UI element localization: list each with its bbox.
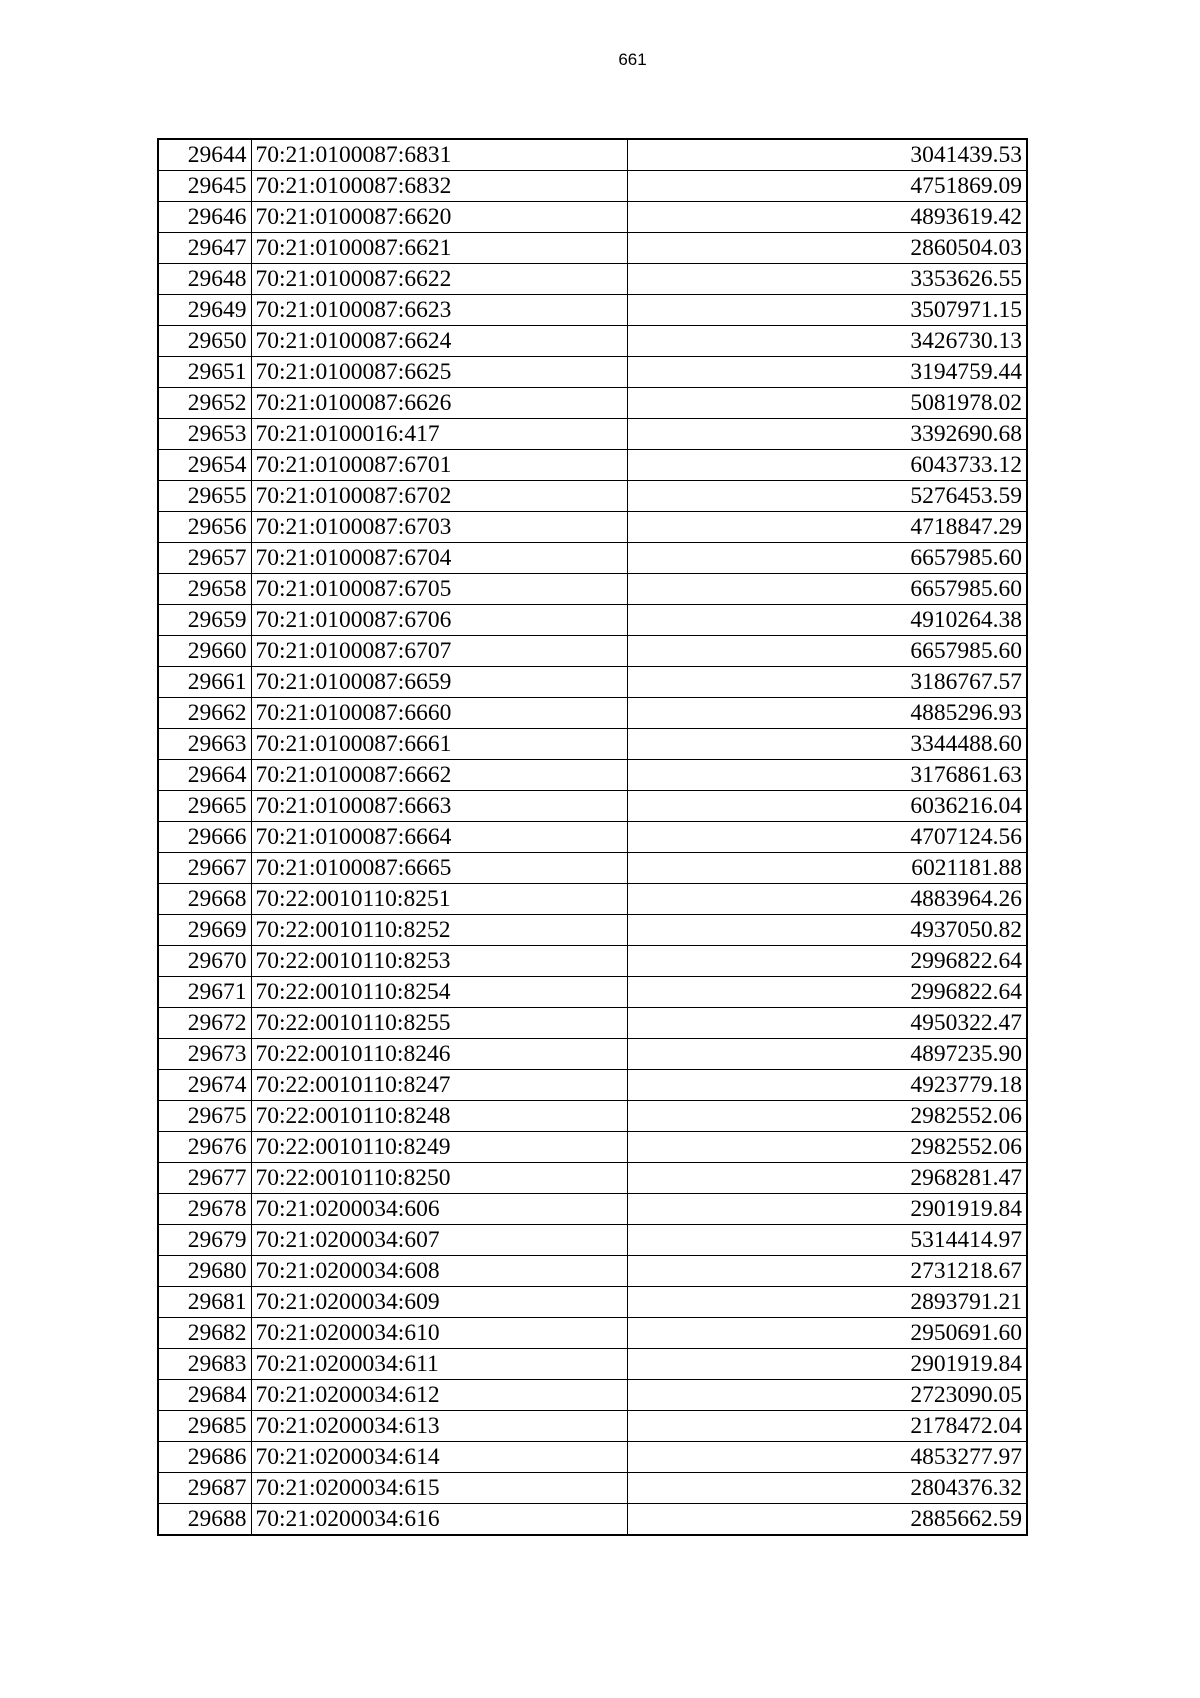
cadastral-value-cell: 2885662.59 bbox=[627, 1504, 1027, 1536]
cadastral-number-cell: 70:22:0010110:8250 bbox=[251, 1163, 627, 1194]
page-number: 661 bbox=[618, 50, 647, 69]
table-row bbox=[158, 1473, 1027, 1504]
cadastral-number-cell: 70:21:0100087:6704 bbox=[251, 543, 627, 574]
row-number-cell: 29676 bbox=[158, 1132, 251, 1163]
table-row bbox=[158, 419, 1027, 450]
cadastral-number-cell: 70:21:0100087:6660 bbox=[251, 698, 627, 729]
row-number-cell: 29657 bbox=[158, 543, 251, 574]
table-row bbox=[158, 791, 1027, 822]
cadastral-number-cell: 70:21:0200034:615 bbox=[251, 1473, 627, 1504]
cadastral-number-cell: 70:21:0100087:6626 bbox=[251, 388, 627, 419]
cadastral-value-cell: 2731218.67 bbox=[627, 1256, 1027, 1287]
table-row bbox=[158, 915, 1027, 946]
cadastral-number-cell: 70:21:0200034:614 bbox=[251, 1442, 627, 1473]
cadastral-number-cell: 70:21:0100087:6705 bbox=[251, 574, 627, 605]
cadastral-value-cell: 4718847.29 bbox=[627, 512, 1027, 543]
table-row bbox=[158, 946, 1027, 977]
table-row bbox=[158, 605, 1027, 636]
row-number-cell: 29682 bbox=[158, 1318, 251, 1349]
cadastral-value-cell: 3353626.55 bbox=[627, 264, 1027, 295]
row-number-cell: 29680 bbox=[158, 1256, 251, 1287]
table-row bbox=[158, 1287, 1027, 1318]
cadastral-number-cell: 70:22:0010110:8249 bbox=[251, 1132, 627, 1163]
table-row bbox=[158, 1132, 1027, 1163]
table-row bbox=[158, 139, 1027, 171]
cadastral-value-cell: 3194759.44 bbox=[627, 357, 1027, 388]
table-row bbox=[158, 822, 1027, 853]
table-row bbox=[158, 884, 1027, 915]
cadastral-number-cell: 70:21:0100087:6831 bbox=[251, 139, 627, 171]
row-number-cell: 29649 bbox=[158, 295, 251, 326]
row-number-cell: 29651 bbox=[158, 357, 251, 388]
cadastral-number-cell: 70:21:0100087:6662 bbox=[251, 760, 627, 791]
row-number-cell: 29665 bbox=[158, 791, 251, 822]
cadastral-number-cell: 70:21:0100087:6620 bbox=[251, 202, 627, 233]
row-number-cell: 29668 bbox=[158, 884, 251, 915]
cadastral-number-cell: 70:21:0100087:6706 bbox=[251, 605, 627, 636]
row-number-cell: 29660 bbox=[158, 636, 251, 667]
cadastral-number-cell: 70:21:0200034:612 bbox=[251, 1380, 627, 1411]
cadastral-value-cell: 4893619.42 bbox=[627, 202, 1027, 233]
cadastral-number-cell: 70:21:0100016:417 bbox=[251, 419, 627, 450]
cadastral-value-cell: 6021181.88 bbox=[627, 853, 1027, 884]
cadastral-value-cell: 4923779.18 bbox=[627, 1070, 1027, 1101]
table-row bbox=[158, 1442, 1027, 1473]
row-number-cell: 29661 bbox=[158, 667, 251, 698]
row-number-cell: 29653 bbox=[158, 419, 251, 450]
cadastral-number-cell: 70:21:0200034:613 bbox=[251, 1411, 627, 1442]
row-number-cell: 29662 bbox=[158, 698, 251, 729]
cadastral-number-cell: 70:21:0200034:608 bbox=[251, 1256, 627, 1287]
cadastral-value-cell: 4751869.09 bbox=[627, 171, 1027, 202]
row-number-cell: 29685 bbox=[158, 1411, 251, 1442]
row-number-cell: 29678 bbox=[158, 1194, 251, 1225]
row-number-cell: 29672 bbox=[158, 1008, 251, 1039]
row-number-cell: 29646 bbox=[158, 202, 251, 233]
cadastral-number-cell: 70:21:0200034:616 bbox=[251, 1504, 627, 1536]
table-row bbox=[158, 295, 1027, 326]
table-row bbox=[158, 264, 1027, 295]
cadastral-value-cell: 2996822.64 bbox=[627, 977, 1027, 1008]
cadastral-value-cell: 4853277.97 bbox=[627, 1442, 1027, 1473]
table-row bbox=[158, 1194, 1027, 1225]
row-number-cell: 29674 bbox=[158, 1070, 251, 1101]
cadastral-number-cell: 70:22:0010110:8252 bbox=[251, 915, 627, 946]
cadastral-value-cell: 6657985.60 bbox=[627, 543, 1027, 574]
cadastral-value-cell: 3186767.57 bbox=[627, 667, 1027, 698]
table-row bbox=[158, 326, 1027, 357]
table-row bbox=[158, 1225, 1027, 1256]
cadastral-number-cell: 70:21:0200034:610 bbox=[251, 1318, 627, 1349]
cadastral-number-cell: 70:22:0010110:8251 bbox=[251, 884, 627, 915]
row-number-cell: 29666 bbox=[158, 822, 251, 853]
table-row bbox=[158, 1101, 1027, 1132]
cadastral-value-cell: 4937050.82 bbox=[627, 915, 1027, 946]
row-number-cell: 29656 bbox=[158, 512, 251, 543]
table-row bbox=[158, 388, 1027, 419]
row-number-cell: 29667 bbox=[158, 853, 251, 884]
table-row bbox=[158, 667, 1027, 698]
cadastral-value-cell: 2804376.32 bbox=[627, 1473, 1027, 1504]
cadastral-value-cell: 4707124.56 bbox=[627, 822, 1027, 853]
row-number-cell: 29648 bbox=[158, 264, 251, 295]
cadastral-number-cell: 70:21:0100087:6661 bbox=[251, 729, 627, 760]
cadastral-value-cell: 2968281.47 bbox=[627, 1163, 1027, 1194]
table-row bbox=[158, 853, 1027, 884]
cadastral-value-cell: 2901919.84 bbox=[627, 1349, 1027, 1380]
cadastral-value-cell: 6043733.12 bbox=[627, 450, 1027, 481]
cadastral-value-cell: 2893791.21 bbox=[627, 1287, 1027, 1318]
table-row bbox=[158, 233, 1027, 264]
table-row bbox=[158, 698, 1027, 729]
row-number-cell: 29645 bbox=[158, 171, 251, 202]
cadastral-number-cell: 70:21:0100087:6664 bbox=[251, 822, 627, 853]
row-number-cell: 29654 bbox=[158, 450, 251, 481]
cadastral-number-cell: 70:21:0100087:6703 bbox=[251, 512, 627, 543]
cadastral-value-cell: 2178472.04 bbox=[627, 1411, 1027, 1442]
cadastral-value-cell: 6657985.60 bbox=[627, 636, 1027, 667]
table-body bbox=[158, 139, 1027, 1535]
cadastral-number-cell: 70:21:0100087:6663 bbox=[251, 791, 627, 822]
cadastral-value-cell: 3344488.60 bbox=[627, 729, 1027, 760]
table-row bbox=[158, 1070, 1027, 1101]
table-row bbox=[158, 481, 1027, 512]
row-number-cell: 29650 bbox=[158, 326, 251, 357]
cadastral-value-cell: 4885296.93 bbox=[627, 698, 1027, 729]
row-number-cell: 29670 bbox=[158, 946, 251, 977]
cadastral-number-cell: 70:21:0100087:6625 bbox=[251, 357, 627, 388]
row-number-cell: 29655 bbox=[158, 481, 251, 512]
table-row bbox=[158, 1008, 1027, 1039]
table-row bbox=[158, 512, 1027, 543]
cadastral-number-cell: 70:21:0100087:6623 bbox=[251, 295, 627, 326]
cadastral-number-cell: 70:22:0010110:8255 bbox=[251, 1008, 627, 1039]
table-row bbox=[158, 171, 1027, 202]
cadastral-value-cell: 4910264.38 bbox=[627, 605, 1027, 636]
cadastral-number-cell: 70:21:0100087:6701 bbox=[251, 450, 627, 481]
row-number-cell: 29659 bbox=[158, 605, 251, 636]
row-number-cell: 29664 bbox=[158, 760, 251, 791]
cadastral-number-cell: 70:21:0100087:6832 bbox=[251, 171, 627, 202]
cadastral-number-cell: 70:21:0100087:6622 bbox=[251, 264, 627, 295]
cadastral-value-cell: 5081978.02 bbox=[627, 388, 1027, 419]
cadastral-number-cell: 70:22:0010110:8248 bbox=[251, 1101, 627, 1132]
row-number-cell: 29681 bbox=[158, 1287, 251, 1318]
cadastral-value-cell: 3176861.63 bbox=[627, 760, 1027, 791]
cadastral-number-cell: 70:21:0100087:6702 bbox=[251, 481, 627, 512]
row-number-cell: 29675 bbox=[158, 1101, 251, 1132]
cadastral-number-cell: 70:21:0200034:609 bbox=[251, 1287, 627, 1318]
row-number-cell: 29652 bbox=[158, 388, 251, 419]
table-row bbox=[158, 543, 1027, 574]
cadastral-number-cell: 70:22:0010110:8247 bbox=[251, 1070, 627, 1101]
row-number-cell: 29663 bbox=[158, 729, 251, 760]
table-row bbox=[158, 1318, 1027, 1349]
row-number-cell: 29658 bbox=[158, 574, 251, 605]
row-number-cell: 29679 bbox=[158, 1225, 251, 1256]
cadastral-number-cell: 70:21:0100087:6621 bbox=[251, 233, 627, 264]
table-row bbox=[158, 1039, 1027, 1070]
cadastral-number-cell: 70:21:0200034:611 bbox=[251, 1349, 627, 1380]
row-number-cell: 29647 bbox=[158, 233, 251, 264]
table-row bbox=[158, 729, 1027, 760]
row-number-cell: 29687 bbox=[158, 1473, 251, 1504]
cadastral-value-cell: 5276453.59 bbox=[627, 481, 1027, 512]
table-row bbox=[158, 1163, 1027, 1194]
cadastral-value-table bbox=[157, 138, 1028, 1536]
cadastral-number-cell: 70:21:0100087:6665 bbox=[251, 853, 627, 884]
cadastral-value-cell: 2982552.06 bbox=[627, 1132, 1027, 1163]
cadastral-value-cell: 3392690.68 bbox=[627, 419, 1027, 450]
cadastral-value-cell: 6036216.04 bbox=[627, 791, 1027, 822]
cadastral-value-cell: 2723090.05 bbox=[627, 1380, 1027, 1411]
table-row bbox=[158, 450, 1027, 481]
cadastral-value-cell: 2996822.64 bbox=[627, 946, 1027, 977]
table-row bbox=[158, 574, 1027, 605]
row-number-cell: 29684 bbox=[158, 1380, 251, 1411]
cadastral-value-cell: 5314414.97 bbox=[627, 1225, 1027, 1256]
cadastral-value-cell: 3507971.15 bbox=[627, 295, 1027, 326]
cadastral-value-cell: 2860504.03 bbox=[627, 233, 1027, 264]
cadastral-value-cell: 4883964.26 bbox=[627, 884, 1027, 915]
cadastral-value-cell: 2901919.84 bbox=[627, 1194, 1027, 1225]
table-row bbox=[158, 1380, 1027, 1411]
cadastral-number-cell: 70:21:0100087:6659 bbox=[251, 667, 627, 698]
row-number-cell: 29644 bbox=[158, 139, 251, 171]
cadastral-number-cell: 70:21:0100087:6624 bbox=[251, 326, 627, 357]
table-row bbox=[158, 1504, 1027, 1536]
table-row bbox=[158, 977, 1027, 1008]
table-row bbox=[158, 760, 1027, 791]
cadastral-value-cell: 3041439.53 bbox=[627, 139, 1027, 171]
table-row bbox=[158, 202, 1027, 233]
row-number-cell: 29677 bbox=[158, 1163, 251, 1194]
row-number-cell: 29683 bbox=[158, 1349, 251, 1380]
table-row bbox=[158, 1349, 1027, 1380]
cadastral-value-cell: 6657985.60 bbox=[627, 574, 1027, 605]
cadastral-number-cell: 70:21:0200034:607 bbox=[251, 1225, 627, 1256]
cadastral-value-cell: 2950691.60 bbox=[627, 1318, 1027, 1349]
row-number-cell: 29671 bbox=[158, 977, 251, 1008]
row-number-cell: 29673 bbox=[158, 1039, 251, 1070]
table-row bbox=[158, 357, 1027, 388]
cadastral-value-cell: 4950322.47 bbox=[627, 1008, 1027, 1039]
cadastral-value-cell: 2982552.06 bbox=[627, 1101, 1027, 1132]
row-number-cell: 29686 bbox=[158, 1442, 251, 1473]
cadastral-number-cell: 70:21:0200034:606 bbox=[251, 1194, 627, 1225]
table-row bbox=[158, 636, 1027, 667]
row-number-cell: 29669 bbox=[158, 915, 251, 946]
cadastral-number-cell: 70:22:0010110:8254 bbox=[251, 977, 627, 1008]
cadastral-number-cell: 70:21:0100087:6707 bbox=[251, 636, 627, 667]
table-row bbox=[158, 1256, 1027, 1287]
table-row bbox=[158, 1411, 1027, 1442]
cadastral-number-cell: 70:22:0010110:8253 bbox=[251, 946, 627, 977]
cadastral-number-cell: 70:22:0010110:8246 bbox=[251, 1039, 627, 1070]
cadastral-value-cell: 3426730.13 bbox=[627, 326, 1027, 357]
cadastral-value-cell: 4897235.90 bbox=[627, 1039, 1027, 1070]
row-number-cell: 29688 bbox=[158, 1504, 251, 1536]
